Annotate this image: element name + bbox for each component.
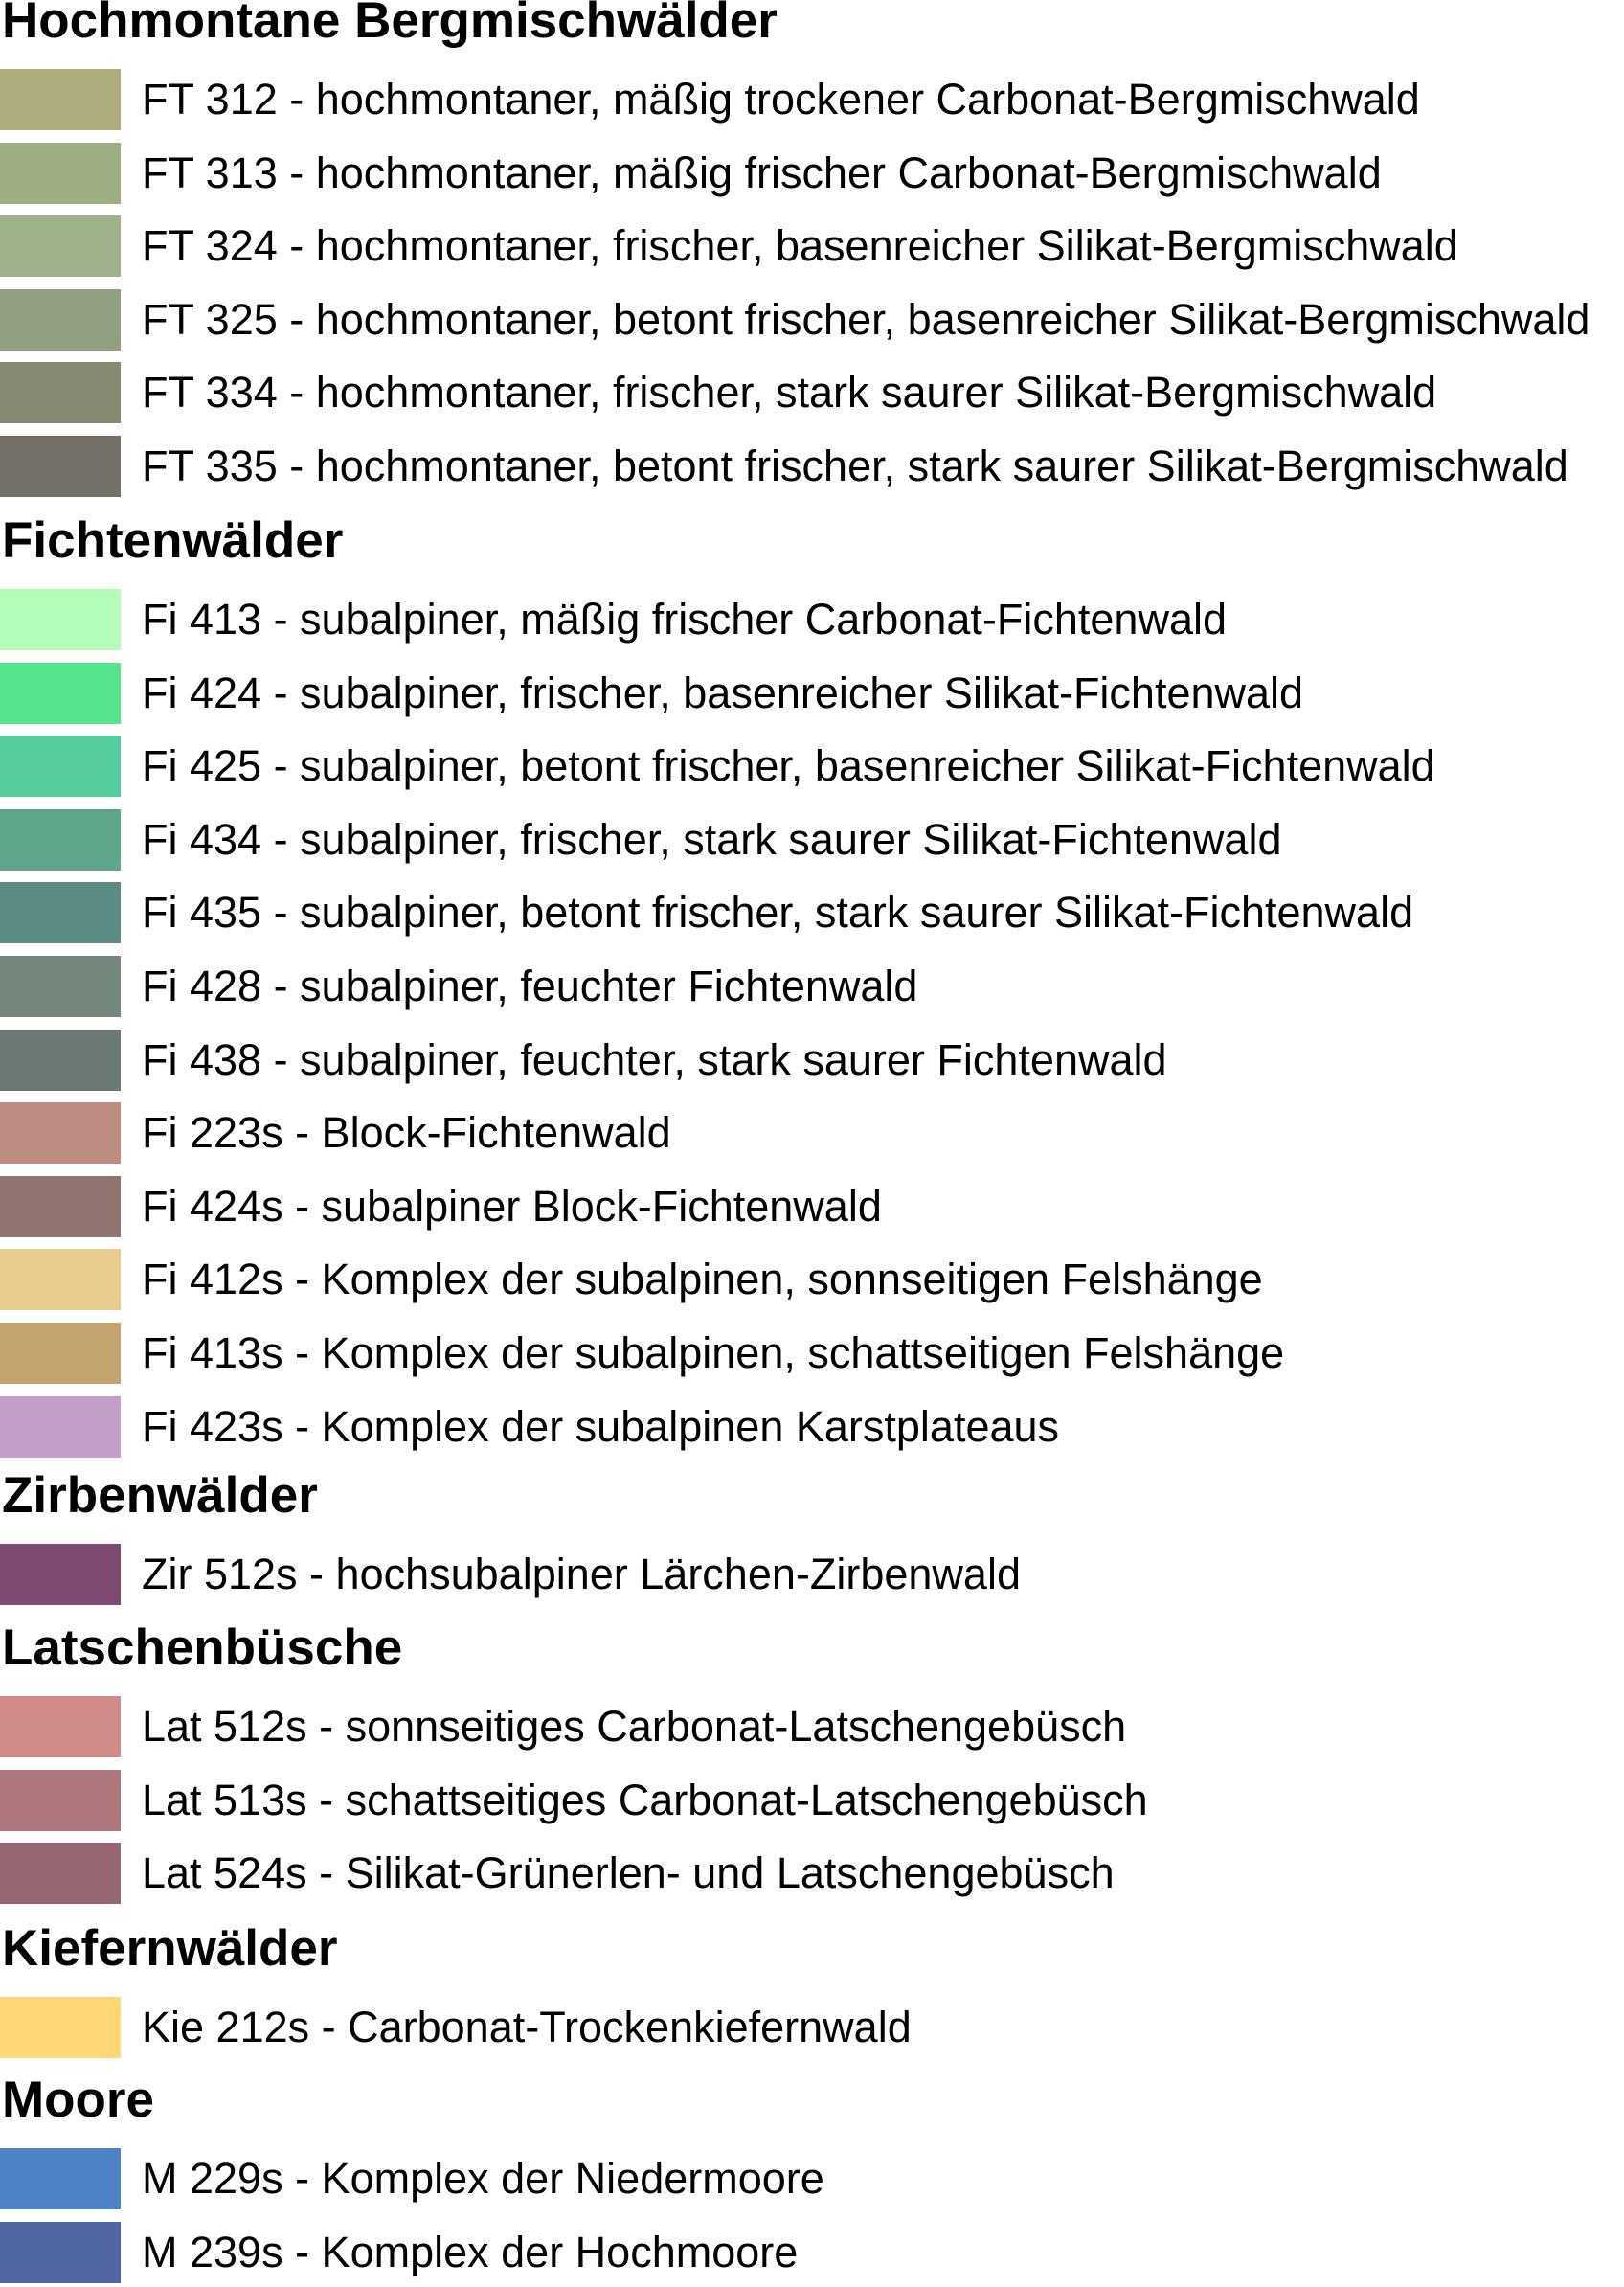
legend-item-label: Fi 428 - subalpiner, feuchter Fichtenwald xyxy=(142,962,918,1010)
group-heading-zirbenwälder: Zirbenwälder xyxy=(2,1467,318,1524)
group-heading-fichtenwälder: Fichtenwälder xyxy=(2,512,344,569)
color-swatch xyxy=(0,663,121,724)
legend-item xyxy=(0,215,1624,277)
legend-item xyxy=(0,1249,1624,1310)
legend-item xyxy=(0,736,1624,797)
legend-item-label: M 239s - Komplex der Hochmoore xyxy=(142,2228,799,2276)
legend-item-label: Lat 512s - sonnseitiges Carbonat-Latschengebüsch xyxy=(142,1702,1127,1751)
group-heading-moore: Moore xyxy=(2,2072,154,2128)
legend-item xyxy=(0,809,1624,871)
color-swatch xyxy=(0,1102,121,1164)
color-swatch xyxy=(0,1249,121,1310)
legend-item-label: Fi 434 - subalpiner, frischer, stark saurer Silikat-Fichtenwald xyxy=(142,815,1282,864)
color-swatch xyxy=(0,69,121,130)
legend-item xyxy=(0,1030,1624,1091)
legend-item xyxy=(0,1843,1624,1904)
legend-item xyxy=(0,956,1624,1017)
legend-item xyxy=(0,362,1624,423)
color-swatch xyxy=(0,1770,121,1831)
color-swatch xyxy=(0,2222,121,2283)
legend-item-label: FT 335 - hochmontaner, betont frischer, stark saurer Silikat-Bergmischwald xyxy=(142,442,1568,490)
legend-item-label: Zir 512s - hochsubalpiner Lärchen-Zirbenwald xyxy=(142,1550,1021,1598)
color-swatch xyxy=(0,956,121,1017)
legend-item-label: M 229s - Komplex der Niedermoore xyxy=(142,2154,824,2203)
group-heading-latschenbüsche: Latschenbüsche xyxy=(2,1619,403,1676)
group-heading-hochmontane-bergmischwälder: Hochmontane Bergmischwälder xyxy=(2,0,778,49)
legend-item-label: Fi 438 - subalpiner, feuchter, stark saurer Fichtenwald xyxy=(142,1035,1167,1084)
legend-item-label: Lat 524s - Silikat-Grünerlen- und Latschengebüsch xyxy=(142,1848,1115,1897)
color-swatch xyxy=(0,289,121,351)
legend-item-label: FT 313 - hochmontaner, mäßig frischer Carbonat-Bergmischwald xyxy=(142,148,1382,197)
color-swatch xyxy=(0,1176,121,1237)
legend-item-label: FT 324 - hochmontaner, frischer, basenreicher Silikat-Bergmischwald xyxy=(142,221,1458,270)
legend-item-label: Lat 513s - schattseitiges Carbonat-Latschengebüsch xyxy=(142,1776,1148,1824)
legend-item xyxy=(0,1323,1624,1384)
color-swatch xyxy=(0,1396,121,1458)
legend-item xyxy=(0,1696,1624,1757)
legend-item-label: FT 312 - hochmontaner, mäßig trockener Carbonat-Bergmischwald xyxy=(142,75,1420,124)
legend-item xyxy=(0,436,1624,497)
legend-item-label: Fi 413s - Komplex der subalpinen, schattseitigen Felshänge xyxy=(142,1328,1285,1377)
color-swatch xyxy=(0,1843,121,1904)
color-swatch xyxy=(0,736,121,797)
legend-item-label: Fi 412s - Komplex der subalpinen, sonnseitigen Felshänge xyxy=(142,1255,1263,1303)
legend-item-label: Fi 425 - subalpiner, betont frischer, basenreicher Silikat-Fichtenwald xyxy=(142,741,1435,790)
legend-item-label: Fi 413 - subalpiner, mäßig frischer Carbonat-Fichtenwald xyxy=(142,595,1227,644)
legend-item xyxy=(0,1997,1624,2058)
color-swatch xyxy=(0,1544,121,1605)
color-swatch xyxy=(0,882,121,943)
legend-item xyxy=(0,663,1624,724)
color-swatch xyxy=(0,1696,121,1757)
group-heading-kiefernwälder: Kiefernwälder xyxy=(2,1920,338,1977)
legend-item xyxy=(0,1102,1624,1164)
color-swatch xyxy=(0,143,121,204)
legend-item xyxy=(0,289,1624,351)
legend-item xyxy=(0,2222,1624,2283)
legend-item-label: FT 334 - hochmontaner, frischer, stark saurer Silikat-Bergmischwald xyxy=(142,368,1437,417)
legend-item xyxy=(0,1770,1624,1831)
legend-item xyxy=(0,143,1624,204)
color-swatch xyxy=(0,436,121,497)
legend-item xyxy=(0,1176,1624,1237)
color-swatch xyxy=(0,809,121,871)
legend-item-label: Fi 435 - subalpiner, betont frischer, stark saurer Silikat-Fichtenwald xyxy=(142,888,1414,937)
legend-item xyxy=(0,882,1624,943)
color-swatch xyxy=(0,1997,121,2058)
legend-item xyxy=(0,69,1624,130)
legend-item-label: Fi 423s - Komplex der subalpinen Karstplateaus xyxy=(142,1402,1060,1451)
legend-item xyxy=(0,1544,1624,1605)
legend-item-label: Fi 424 - subalpiner, frischer, basenreicher Silikat-Fichtenwald xyxy=(142,668,1304,717)
legend-item-label: FT 325 - hochmontaner, betont frischer, basenreicher Silikat-Bergmischwald xyxy=(142,295,1590,344)
legend-item xyxy=(0,1396,1624,1458)
color-swatch xyxy=(0,1323,121,1384)
color-swatch xyxy=(0,215,121,277)
legend-item-label: Fi 424s - subalpiner Block-Fichtenwald xyxy=(142,1182,882,1231)
color-swatch xyxy=(0,2148,121,2209)
color-swatch xyxy=(0,362,121,423)
legend-item xyxy=(0,2148,1624,2209)
legend-item xyxy=(0,589,1624,650)
color-swatch xyxy=(0,589,121,650)
legend-item-label: Kie 212s - Carbonat-Trockenkiefernwald xyxy=(142,2003,912,2051)
color-swatch xyxy=(0,1030,121,1091)
legend-item-label: Fi 223s - Block-Fichtenwald xyxy=(142,1108,671,1157)
